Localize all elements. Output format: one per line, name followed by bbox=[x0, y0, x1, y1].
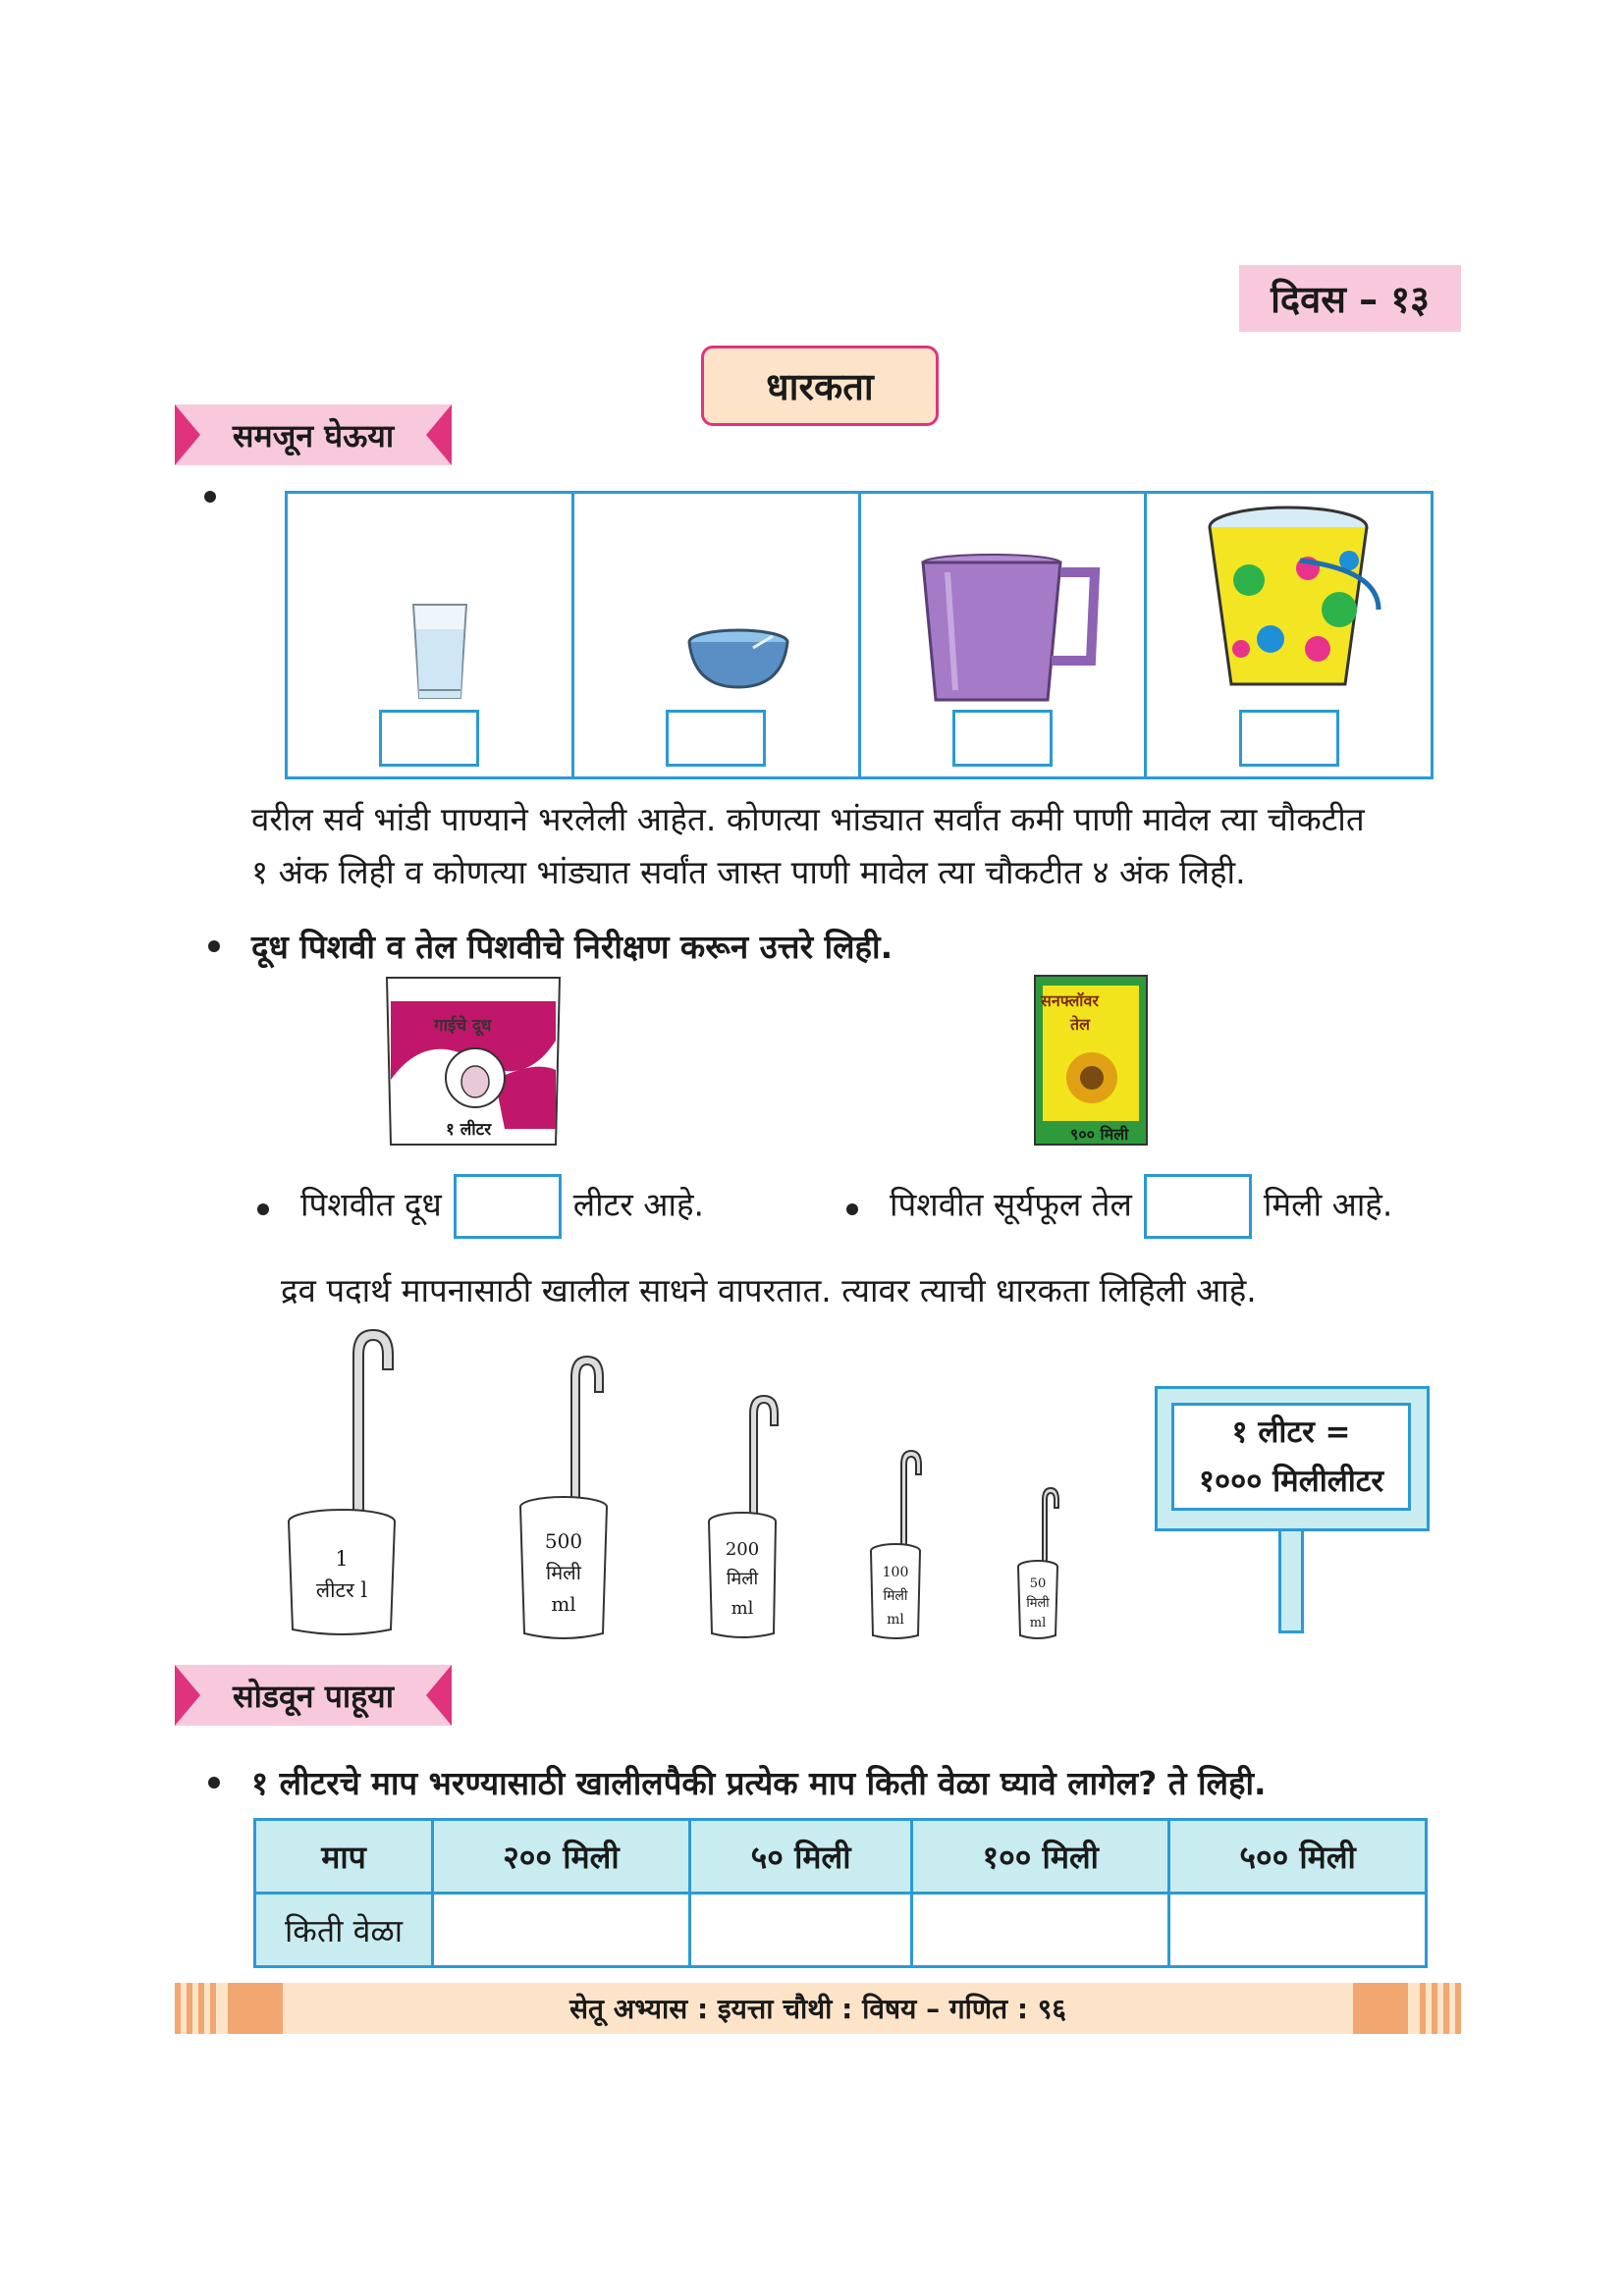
cup-200-line3: ml bbox=[731, 1598, 754, 1619]
section-tag-solve bbox=[175, 1665, 452, 1726]
section-tag-label: सोडवून पाहूया bbox=[232, 1677, 395, 1715]
measure-table bbox=[253, 1818, 1428, 1968]
signboard bbox=[1155, 1386, 1430, 1631]
bullet bbox=[208, 940, 220, 952]
bowl-icon bbox=[684, 626, 792, 695]
measuring-cup-50ml bbox=[1015, 1484, 1064, 1643]
page-title: धारकता bbox=[701, 346, 939, 426]
vessel-cell-bucket bbox=[1147, 494, 1431, 776]
section-tag-understand bbox=[175, 404, 452, 465]
cup-50-line3: ml bbox=[1029, 1616, 1047, 1630]
fill-oil-before: पिशवीत सूर्यफूल तेल bbox=[890, 1185, 1132, 1224]
cup-500-line3: ml bbox=[551, 1592, 576, 1616]
fill-milk-after: लीटर आहे. bbox=[572, 1185, 705, 1224]
measuring-cup-1l bbox=[285, 1325, 403, 1639]
question-text: १ लीटरचे माप भरण्यासाठी खालीलपैकी प्रत्येक माप किती वेळा घ्यावे लागेल? ते लिही. bbox=[251, 1764, 1267, 1802]
vessel-grid bbox=[285, 491, 1434, 779]
table-header-cell: ५०० मिली bbox=[1169, 1820, 1427, 1894]
footer-stripes-right bbox=[1353, 1983, 1461, 2034]
observe-heading: दूध पिशवी व तेल पिशवीचे निरीक्षण करून उत्तरे लिही. bbox=[251, 928, 893, 966]
footer-stripes-left bbox=[175, 1983, 283, 2034]
glass-icon bbox=[406, 600, 474, 708]
oil-bag-label-bottom: ९०० मिली bbox=[1070, 1125, 1129, 1144]
bullet bbox=[208, 1777, 220, 1789]
cup-100-line3: ml bbox=[887, 1612, 904, 1628]
cup-200-line1: 200 bbox=[725, 1539, 760, 1560]
vessel-cell-glass bbox=[288, 494, 574, 776]
table-header-row bbox=[255, 1820, 1427, 1894]
fill-milk-before: पिशवीत दूध bbox=[300, 1185, 442, 1224]
cup-200-line2: मिली bbox=[726, 1569, 759, 1589]
bucket-icon bbox=[1202, 502, 1398, 698]
cup-50-line2: मिली bbox=[1026, 1596, 1050, 1611]
milk-bag-image bbox=[377, 972, 569, 1150]
fill-milk-box[interactable] bbox=[454, 1174, 562, 1239]
vessel-cell-mug bbox=[861, 494, 1148, 776]
bullet bbox=[846, 1203, 858, 1215]
oil-bag-image bbox=[1031, 972, 1151, 1148]
cup-50-line1: 50 bbox=[1029, 1576, 1047, 1591]
table-header-cell: माप bbox=[255, 1820, 433, 1894]
tag-arrow-right-icon bbox=[426, 404, 452, 465]
fill-sentence-milk bbox=[300, 1174, 704, 1239]
answer-box-glass[interactable] bbox=[379, 710, 479, 767]
oil-bag-label-2: तेल bbox=[1070, 1015, 1090, 1034]
answer-cell-50[interactable] bbox=[689, 1894, 912, 1967]
instruction-line-1: वरील सर्व भांडी पाण्याने भरलेली आहेत. कोणत्या भांड्यात सर्वांत कमी पाणी मावेल त्या चौकटीत bbox=[251, 800, 1365, 838]
cup-100-line2: मिली bbox=[883, 1588, 908, 1604]
answer-box-bowl[interactable] bbox=[666, 710, 766, 767]
footer-bar bbox=[175, 1983, 1461, 2034]
instruction-paragraph bbox=[251, 793, 1469, 899]
answer-box-bucket[interactable] bbox=[1239, 710, 1339, 767]
fill-oil-after: मिली आहे. bbox=[1263, 1185, 1393, 1224]
answer-cell-200[interactable] bbox=[433, 1894, 690, 1967]
cup-500-line1: 500 bbox=[544, 1529, 583, 1553]
cup-100-line1: 100 bbox=[882, 1565, 909, 1580]
section-tag-label: समजून घेऊया bbox=[232, 416, 395, 454]
answer-cell-500[interactable] bbox=[1169, 1894, 1427, 1967]
fill-oil-box[interactable] bbox=[1144, 1174, 1252, 1239]
table-row-label: किती वेळा bbox=[255, 1894, 433, 1967]
bullet bbox=[257, 1203, 269, 1215]
oil-bag-label-1: सनफ्लॉवर bbox=[1041, 991, 1099, 1010]
mug-icon bbox=[918, 553, 1105, 710]
measuring-cup-200ml bbox=[705, 1392, 787, 1643]
tag-arrow-right-icon bbox=[426, 1665, 452, 1726]
tag-arrow-left-icon bbox=[175, 1665, 200, 1726]
cup-1l-line1: 1 bbox=[335, 1547, 349, 1571]
table-header-cell: २०० मिली bbox=[433, 1820, 690, 1894]
table-header-cell: ५० मिली bbox=[689, 1820, 912, 1894]
signboard-post bbox=[1278, 1523, 1304, 1633]
measure-intro: द्रव पदार्थ मापनासाठी खालील साधने वापरतात. त्यावर त्याची धारकता लिहिली आहे. bbox=[281, 1271, 1257, 1309]
measuring-cup-500ml bbox=[516, 1353, 615, 1643]
table-header-cell: १०० मिली bbox=[912, 1820, 1169, 1894]
table-row bbox=[255, 1894, 1427, 1967]
instruction-line-2: १ अंक लिही व कोणत्या भांड्यात सर्वांत जास्त पाणी मावेल त्या चौकटीत ४ अंक लिही. bbox=[251, 853, 1246, 891]
answer-box-mug[interactable] bbox=[952, 710, 1053, 767]
cup-500-line2: मिली bbox=[546, 1561, 581, 1584]
signboard-frame bbox=[1155, 1386, 1430, 1531]
milk-bag-label-top: गाईचे दूध bbox=[434, 1016, 492, 1036]
milk-bag-label-bottom: १ लीटर bbox=[446, 1120, 492, 1140]
cup-1l-line2: लीटर l bbox=[315, 1578, 368, 1602]
vessel-cell-bowl bbox=[574, 494, 861, 776]
answer-cell-100[interactable] bbox=[912, 1894, 1169, 1967]
tag-arrow-left-icon bbox=[175, 404, 200, 465]
signboard-line-1: १ लीटर = bbox=[1231, 1415, 1351, 1450]
day-badge: दिवस – १३ bbox=[1239, 265, 1461, 332]
fill-sentence-oil bbox=[890, 1174, 1392, 1239]
footer-text: सेतू अभ्यास : इयत्ता चौथी : विषय – गणित : ९६ bbox=[569, 1993, 1066, 2025]
signboard-line-2: १००० मिलीलीटर bbox=[1198, 1464, 1384, 1499]
measuring-cup-100ml bbox=[868, 1447, 927, 1643]
bullet bbox=[204, 491, 216, 503]
